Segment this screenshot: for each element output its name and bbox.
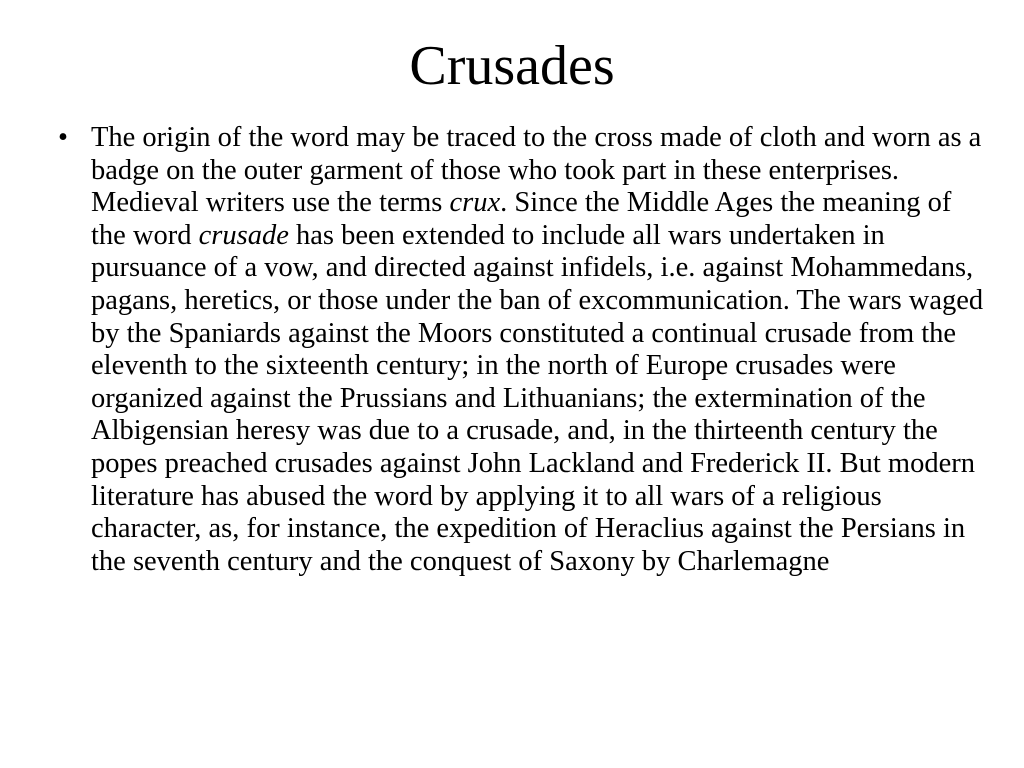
bullet-text bbox=[91, 122, 990, 578]
text-segment: The origin of the word may be traced to the cross made of cloth and worn as a badge on the outer garment of those who took part in these enterprises. Medieval writers use the terms bbox=[91, 122, 982, 219]
bullet-list bbox=[50, 122, 990, 578]
bullet-marker: • bbox=[58, 122, 68, 153]
bullet-item bbox=[50, 122, 990, 578]
slide-title: Crusades bbox=[409, 35, 615, 97]
italic-term-crusade: crusade bbox=[198, 219, 289, 251]
italic-term-crux: crux bbox=[449, 187, 501, 219]
text-segment: has been extended to include all wars undertaken in pursuance of a vow, and directed against infidels, i.e. against Mohammedans, pagans, heretics, or those under the ban of excommunication. The wars waged by the Spaniards against the Moors constituted a continual crusade from the eleventh to the sixteenth century; in the north of Europe crusades were organized against the Prussians and Lithuanians; the extermination of the Albigensian heresy was due to a crusade, and, in the thirteenth century the popes preached crusades against John Lackland and Frederick II. But modern literature has abused the word by applying it to all wars of a religious character, as, for instance, the expedition of Heraclius against the Persians in the seventh century and the conquest of Saxony by Charlemagne bbox=[91, 219, 984, 577]
text-segment: . Since the Middle Ages the meaning of the word bbox=[91, 187, 952, 251]
